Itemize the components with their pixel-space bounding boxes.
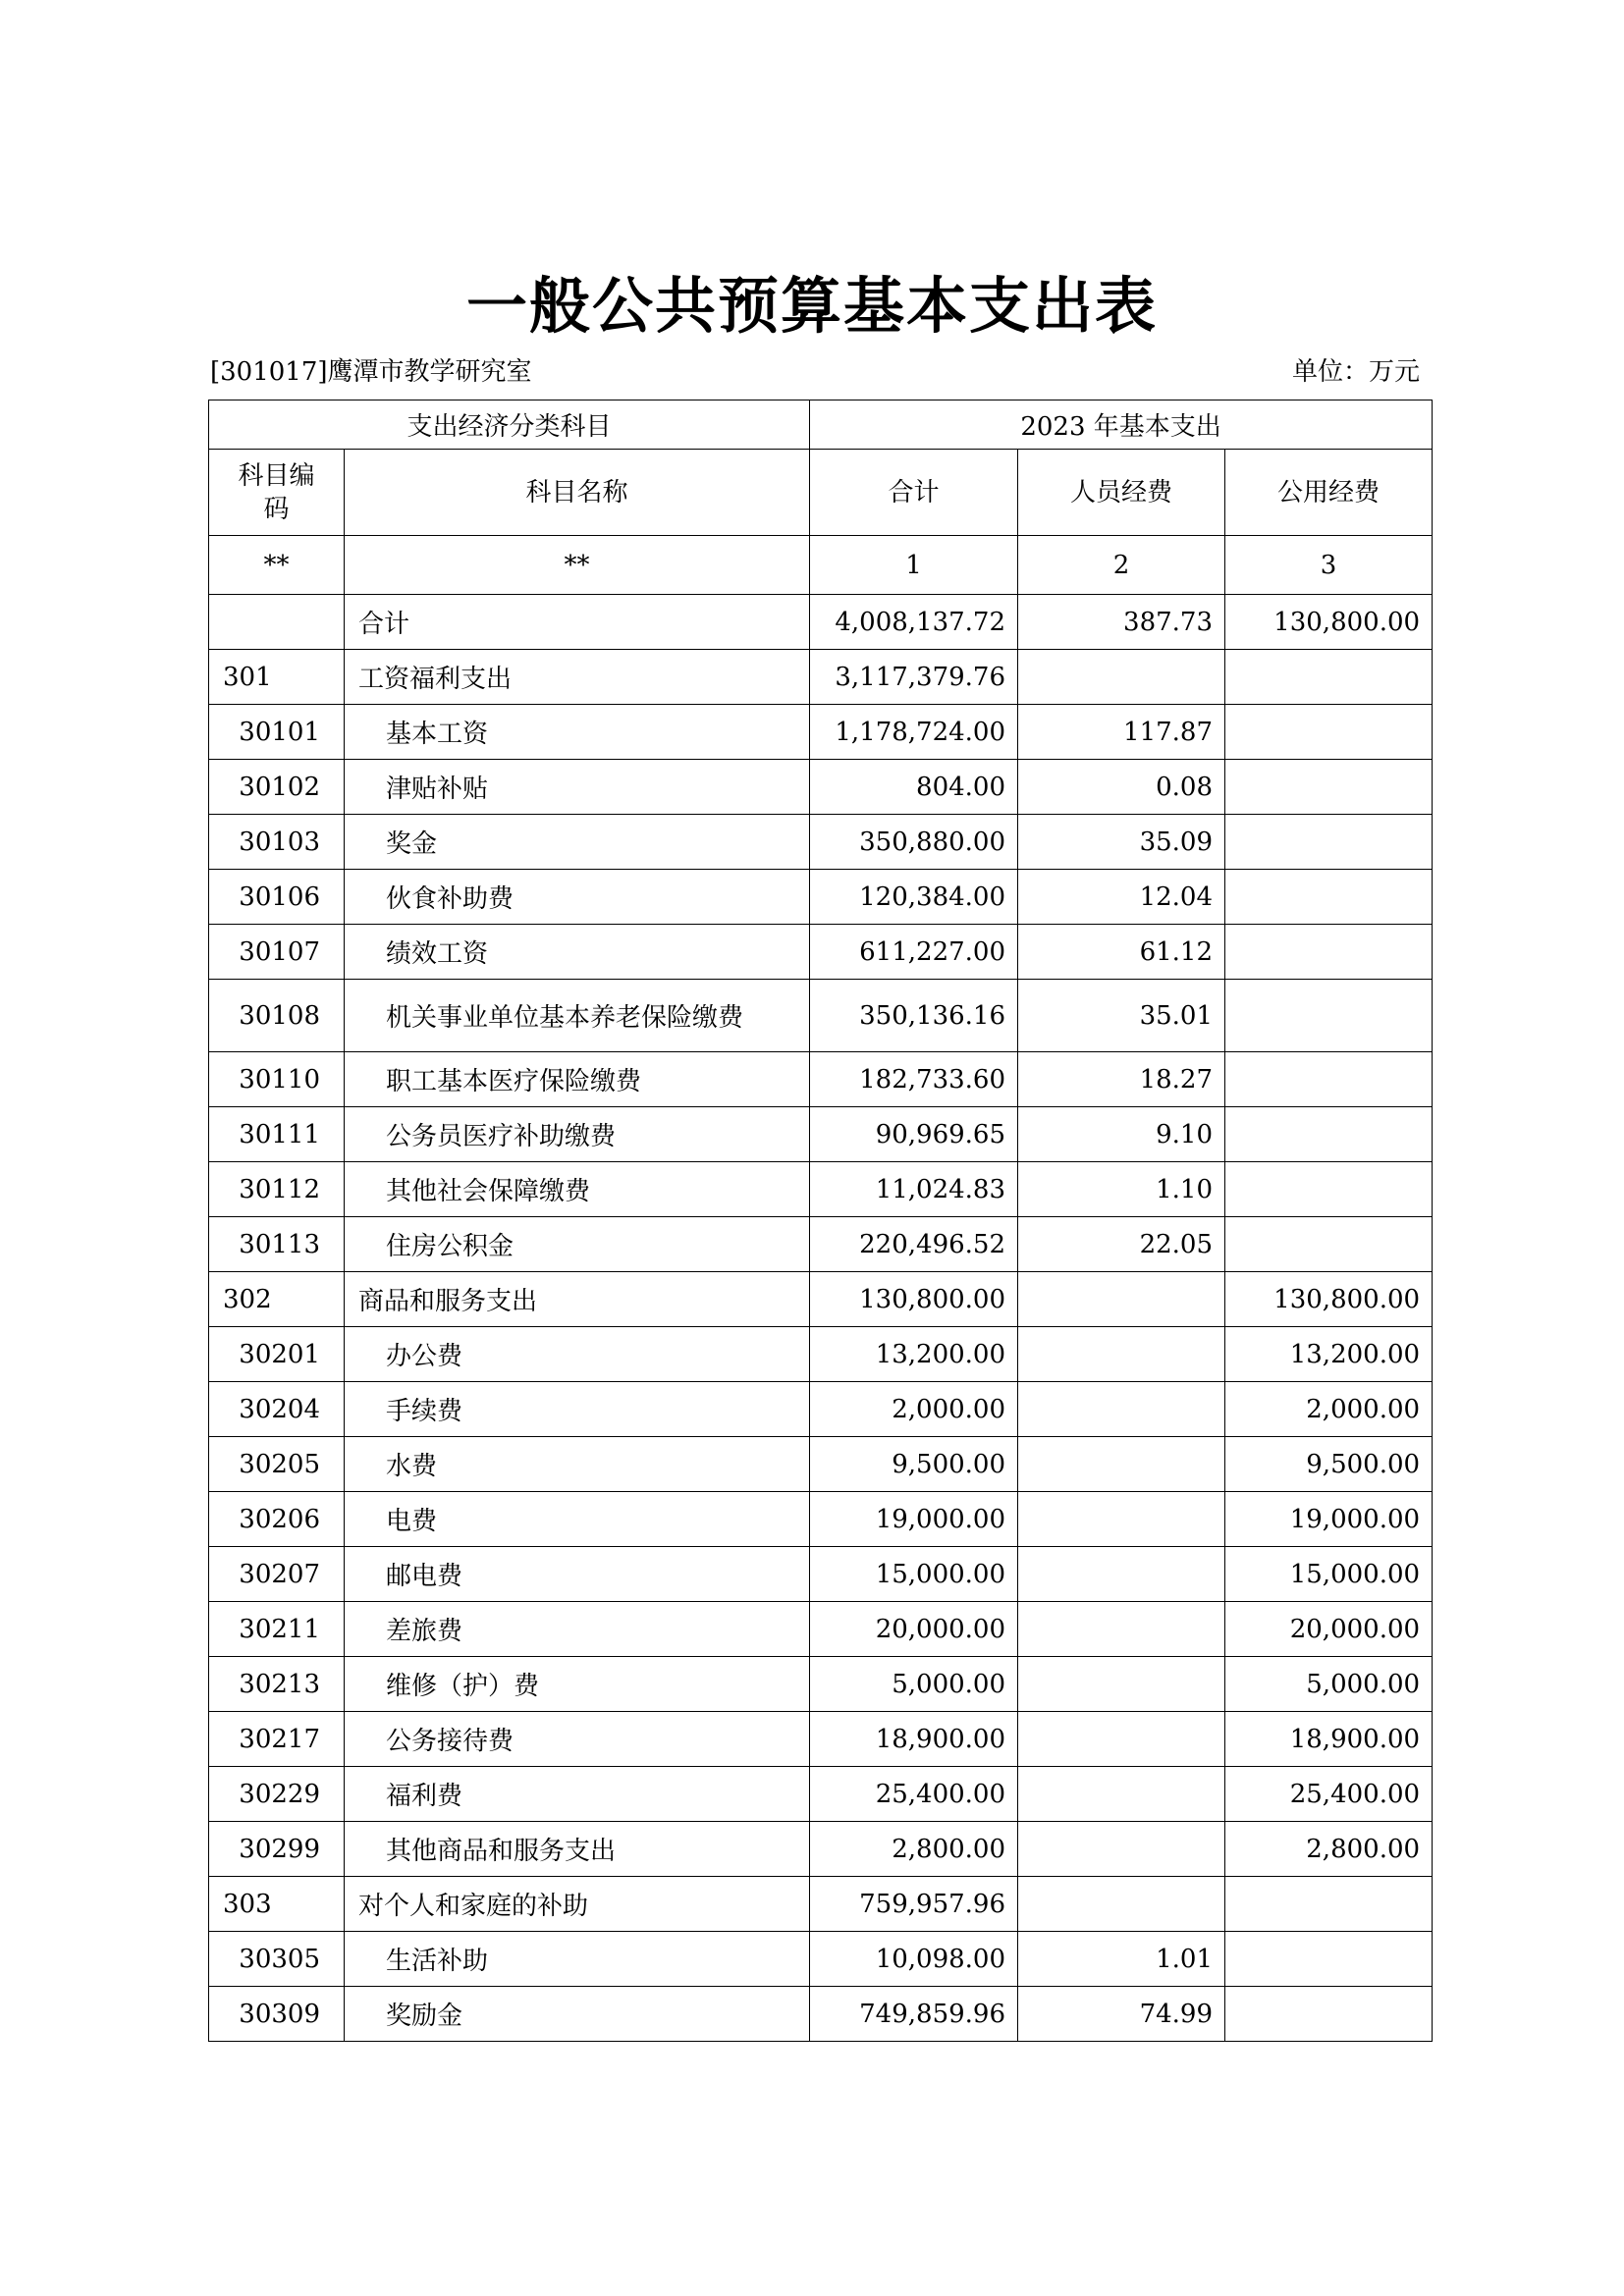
row-personnel-cell: [1018, 1327, 1225, 1382]
row-name-cell: 商品和服务支出: [345, 1272, 810, 1327]
page-title: 一般公共预算基本支出表: [465, 270, 1158, 342]
table-row: [209, 1547, 1433, 1602]
table-row: [209, 1052, 1433, 1107]
table-row: [209, 1492, 1433, 1547]
table-row: [209, 1382, 1433, 1437]
row-personnel-cell: [1018, 1822, 1225, 1877]
row-public-cell: [1225, 760, 1433, 815]
index-row: [209, 536, 1433, 595]
row-name-cell: 奖励金: [345, 1987, 810, 2042]
table-row: [209, 870, 1433, 925]
row-total-cell: 804.00: [810, 760, 1018, 815]
header-group-row: [209, 400, 1433, 450]
row-total-cell: 120,384.00: [810, 870, 1018, 925]
row-code-cell: 30205: [209, 1437, 345, 1492]
row-code-cell: 301: [209, 650, 345, 705]
row-code-cell: 30103: [209, 815, 345, 870]
row-total-cell: 5,000.00: [810, 1657, 1018, 1712]
table-row: [209, 1162, 1433, 1217]
row-personnel-cell: 22.05: [1018, 1217, 1225, 1272]
row-total-cell: 19,000.00: [810, 1492, 1018, 1547]
table-row: [209, 1822, 1433, 1877]
table-row: [209, 1987, 1433, 2042]
table-row: [209, 925, 1433, 980]
row-total-cell: 182,733.60: [810, 1052, 1018, 1107]
row-total-cell: 1,178,724.00: [810, 705, 1018, 760]
header-economic-category: 支出经济分类科目: [209, 400, 810, 450]
row-public-cell: 9,500.00: [1225, 1437, 1433, 1492]
header-personnel: 人员经费: [1018, 450, 1225, 536]
header-code: [209, 450, 345, 536]
row-code-cell: [209, 595, 345, 650]
row-personnel-cell: 117.87: [1018, 705, 1225, 760]
budget-table: [208, 400, 1433, 2042]
row-personnel-cell: [1018, 1382, 1225, 1437]
row-code-cell: 30101: [209, 705, 345, 760]
header-total: 合计: [810, 450, 1018, 536]
row-name-cell: 维修（护）费: [345, 1657, 810, 1712]
row-total-cell: 2,000.00: [810, 1382, 1018, 1437]
row-code-cell: 30229: [209, 1767, 345, 1822]
index-cell: 3: [1225, 536, 1433, 595]
index-cell: **: [209, 536, 345, 595]
row-public-cell: 5,000.00: [1225, 1657, 1433, 1712]
row-personnel-cell: 35.09: [1018, 815, 1225, 870]
row-name-cell: 公务接待费: [345, 1712, 810, 1767]
row-personnel-cell: 9.10: [1018, 1107, 1225, 1162]
table-row: [209, 595, 1433, 650]
table-row: [209, 1437, 1433, 1492]
row-code-cell: 30102: [209, 760, 345, 815]
row-code-cell: 30108: [209, 980, 345, 1052]
row-code-cell: 30107: [209, 925, 345, 980]
row-public-cell: [1225, 1877, 1433, 1932]
row-personnel-cell: 74.99: [1018, 1987, 1225, 2042]
row-code-cell: 30299: [209, 1822, 345, 1877]
row-total-cell: 20,000.00: [810, 1602, 1018, 1657]
row-name-cell: 绩效工资: [345, 925, 810, 980]
table-row: [209, 1932, 1433, 1987]
row-public-cell: [1225, 870, 1433, 925]
row-personnel-cell: 12.04: [1018, 870, 1225, 925]
row-total-cell: 11,024.83: [810, 1162, 1018, 1217]
row-public-cell: 2,000.00: [1225, 1382, 1433, 1437]
row-code-cell: 30201: [209, 1327, 345, 1382]
row-total-cell: 3,117,379.76: [810, 650, 1018, 705]
header-code-line1: 科目编: [238, 460, 315, 491]
row-name-cell: 职工基本医疗保险缴费: [345, 1052, 810, 1107]
row-name-cell: 机关事业单位基本养老保险缴费: [345, 980, 810, 1052]
row-name-cell: 基本工资: [345, 705, 810, 760]
row-public-cell: [1225, 1932, 1433, 1987]
row-name-cell: 合计: [345, 595, 810, 650]
row-name-cell: 水费: [345, 1437, 810, 1492]
row-name-cell: 办公费: [345, 1327, 810, 1382]
row-public-cell: 130,800.00: [1225, 1272, 1433, 1327]
row-public-cell: [1225, 980, 1433, 1052]
row-code-cell: 30110: [209, 1052, 345, 1107]
row-public-cell: [1225, 815, 1433, 870]
row-public-cell: [1225, 1987, 1433, 2042]
row-code-cell: 30211: [209, 1602, 345, 1657]
row-code-cell: 303: [209, 1877, 345, 1932]
row-personnel-cell: 18.27: [1018, 1052, 1225, 1107]
row-personnel-cell: [1018, 1767, 1225, 1822]
row-name-cell: 其他商品和服务支出: [345, 1822, 810, 1877]
row-personnel-cell: 1.01: [1018, 1932, 1225, 1987]
row-code-cell: 30106: [209, 870, 345, 925]
row-name-cell: 对个人和家庭的补助: [345, 1877, 810, 1932]
row-total-cell: 13,200.00: [810, 1327, 1018, 1382]
table-row: [209, 980, 1433, 1052]
row-personnel-cell: [1018, 650, 1225, 705]
table-row: [209, 1767, 1433, 1822]
row-total-cell: 9,500.00: [810, 1437, 1018, 1492]
header-column-row: [209, 450, 1433, 536]
row-total-cell: 350,136.16: [810, 980, 1018, 1052]
header-code-line2: 码: [263, 494, 290, 524]
row-code-cell: 302: [209, 1272, 345, 1327]
row-personnel-cell: 1.10: [1018, 1162, 1225, 1217]
row-total-cell: 350,880.00: [810, 815, 1018, 870]
row-public-cell: 130,800.00: [1225, 595, 1433, 650]
row-code-cell: 30113: [209, 1217, 345, 1272]
row-name-cell: 工资福利支出: [345, 650, 810, 705]
unit-name: [301017]鹰潭市教学研究室: [210, 357, 532, 387]
row-name-cell: 邮电费: [345, 1547, 810, 1602]
table-row: [209, 1877, 1433, 1932]
row-public-cell: [1225, 1217, 1433, 1272]
row-name-cell: 津贴补贴: [345, 760, 810, 815]
row-code-cell: 30305: [209, 1932, 345, 1987]
row-personnel-cell: 387.73: [1018, 595, 1225, 650]
row-total-cell: 130,800.00: [810, 1272, 1018, 1327]
row-public-cell: 25,400.00: [1225, 1767, 1433, 1822]
row-public-cell: 15,000.00: [1225, 1547, 1433, 1602]
row-name-cell: 伙食补助费: [345, 870, 810, 925]
row-total-cell: 749,859.96: [810, 1987, 1018, 2042]
row-personnel-cell: 61.12: [1018, 925, 1225, 980]
row-public-cell: [1225, 1162, 1433, 1217]
table-row: [209, 1107, 1433, 1162]
row-name-cell: 福利费: [345, 1767, 810, 1822]
table-row: [209, 1217, 1433, 1272]
row-personnel-cell: [1018, 1657, 1225, 1712]
row-name-cell: 手续费: [345, 1382, 810, 1437]
row-code-cell: 30111: [209, 1107, 345, 1162]
table-row: [209, 815, 1433, 870]
table-row: [209, 1602, 1433, 1657]
row-personnel-cell: [1018, 1602, 1225, 1657]
row-personnel-cell: [1018, 1437, 1225, 1492]
row-name-cell: 生活补助: [345, 1932, 810, 1987]
row-public-cell: 13,200.00: [1225, 1327, 1433, 1382]
table-row: [209, 1657, 1433, 1712]
table-row: [209, 760, 1433, 815]
row-total-cell: 611,227.00: [810, 925, 1018, 980]
row-total-cell: 90,969.65: [810, 1107, 1018, 1162]
index-cell: 1: [810, 536, 1018, 595]
row-personnel-cell: [1018, 1272, 1225, 1327]
row-public-cell: [1225, 925, 1433, 980]
row-name-cell: 奖金: [345, 815, 810, 870]
header-public: 公用经费: [1225, 450, 1433, 536]
row-personnel-cell: [1018, 1877, 1225, 1932]
row-code-cell: 30309: [209, 1987, 345, 2042]
row-code-cell: 30206: [209, 1492, 345, 1547]
index-cell: **: [345, 536, 810, 595]
row-code-cell: 30112: [209, 1162, 345, 1217]
table-row: [209, 1712, 1433, 1767]
row-personnel-cell: 35.01: [1018, 980, 1225, 1052]
row-total-cell: 18,900.00: [810, 1712, 1018, 1767]
table-row: [209, 1327, 1433, 1382]
table-row: [209, 705, 1433, 760]
row-total-cell: 759,957.96: [810, 1877, 1018, 1932]
row-code-cell: 30213: [209, 1657, 345, 1712]
header-basic-expenditure-2023: 2023 年基本支出: [810, 400, 1433, 450]
row-public-cell: 20,000.00: [1225, 1602, 1433, 1657]
row-code-cell: 30207: [209, 1547, 345, 1602]
unit-label: 单位：万元: [1291, 357, 1420, 387]
row-name-cell: 住房公积金: [345, 1217, 810, 1272]
row-personnel-cell: 0.08: [1018, 760, 1225, 815]
row-name-cell: 其他社会保障缴费: [345, 1162, 810, 1217]
row-public-cell: 2,800.00: [1225, 1822, 1433, 1877]
row-total-cell: 2,800.00: [810, 1822, 1018, 1877]
row-code-cell: 30204: [209, 1382, 345, 1437]
row-total-cell: 15,000.00: [810, 1547, 1018, 1602]
row-name-cell: 差旅费: [345, 1602, 810, 1657]
row-personnel-cell: [1018, 1547, 1225, 1602]
row-name-cell: 电费: [345, 1492, 810, 1547]
row-personnel-cell: [1018, 1492, 1225, 1547]
index-cell: 2: [1018, 536, 1225, 595]
row-public-cell: [1225, 650, 1433, 705]
row-code-cell: 30217: [209, 1712, 345, 1767]
row-public-cell: 19,000.00: [1225, 1492, 1433, 1547]
row-public-cell: [1225, 1107, 1433, 1162]
table-row: [209, 650, 1433, 705]
row-total-cell: 25,400.00: [810, 1767, 1018, 1822]
row-total-cell: 220,496.52: [810, 1217, 1018, 1272]
row-public-cell: [1225, 1052, 1433, 1107]
row-public-cell: [1225, 705, 1433, 760]
row-public-cell: 18,900.00: [1225, 1712, 1433, 1767]
row-total-cell: 4,008,137.72: [810, 595, 1018, 650]
header-name: 科目名称: [345, 450, 810, 536]
row-total-cell: 10,098.00: [810, 1932, 1018, 1987]
table-row: [209, 1272, 1433, 1327]
row-personnel-cell: [1018, 1712, 1225, 1767]
row-name-cell: 公务员医疗补助缴费: [345, 1107, 810, 1162]
